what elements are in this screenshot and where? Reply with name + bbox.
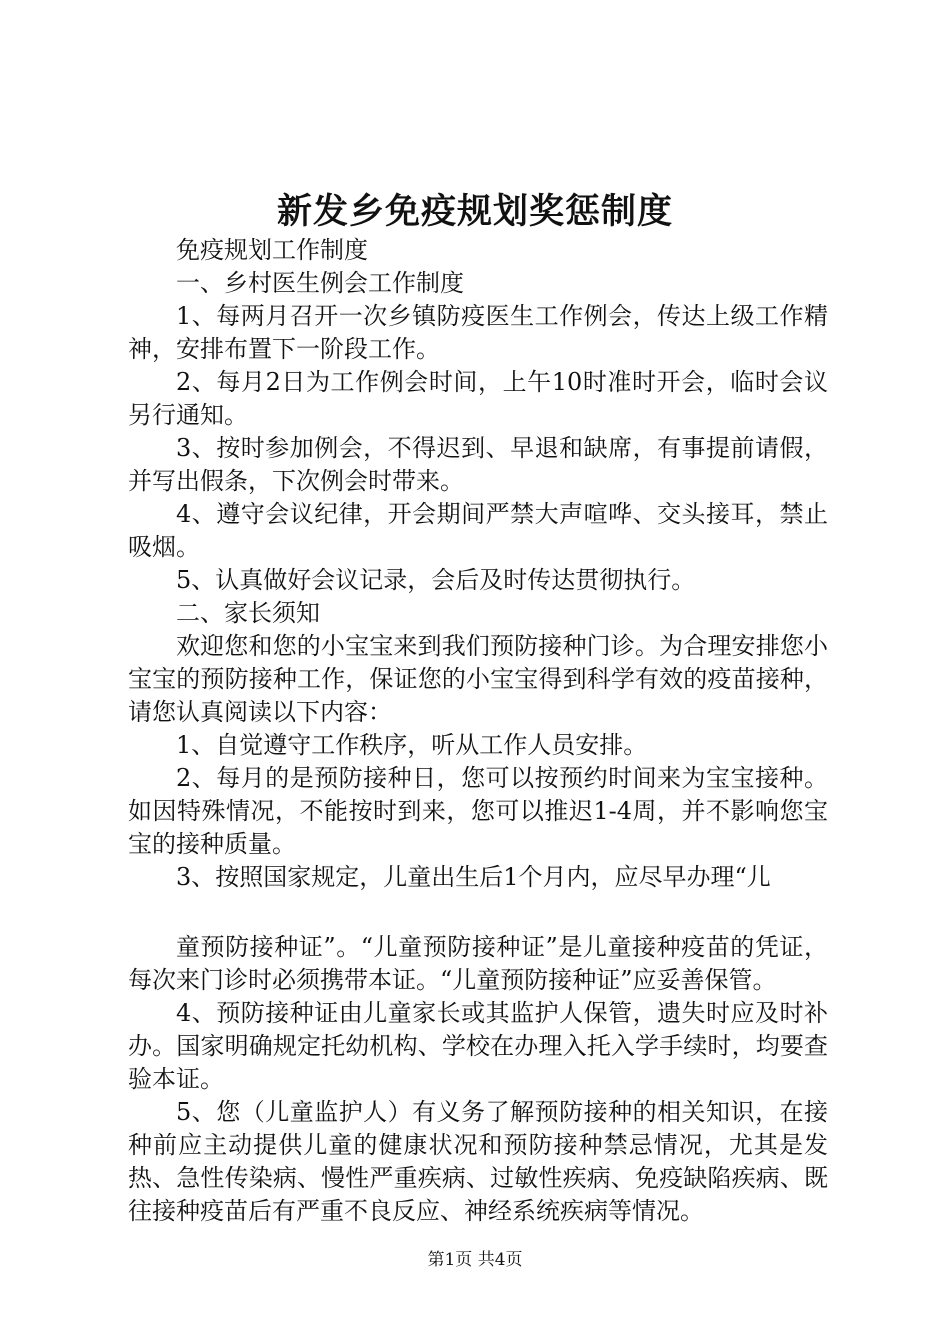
paragraph: 3、按照国家规定，儿童出生后1个月内，应尽早办理“儿 xyxy=(176,863,771,891)
document-title: 新发乡免疫规划奖惩制度 xyxy=(276,191,673,232)
document-body xyxy=(128,234,828,1228)
paragraph: 2、每月2日为工作例会时间，上午10时准时开会，临时会议另行通知。 xyxy=(128,368,828,429)
paragraph: 5、您（儿童监护人）有义务了解预防接种的相关知识，在接种前应主动提供儿童的健康状况和预防接种禁忌情况，尤其是发热、急性传染病、慢性严重疾病、过敏性疾病、免疫缺陷疾病、既往接种疫苗后有严重不良反应、神经系统疾病等情况。 xyxy=(128,1098,828,1225)
paragraph: 童预防接种证”。“儿童预防接种证”是儿童接种疫苗的凭证，每次来门诊时必须携带本证。“儿童预防接种证”应妥善保管。 xyxy=(128,933,828,994)
paragraph: 4、遵守会议纪律，开会期间严禁大声喧哗、交头接耳，禁止吸烟。 xyxy=(128,500,828,561)
paragraph-plan-heading: 免疫规划工作制度 xyxy=(176,236,368,264)
paragraph: 4、预防接种证由儿童家长或其监护人保管，遗失时应及时补办。国家明确规定托幼机构、学校在办理入托入学手续时，均要查验本证。 xyxy=(128,999,828,1093)
page-footer: 第1页 共4页 xyxy=(427,1250,523,1270)
paragraph: 1、每两月召开一次乡镇防疫医生工作例会，传达上级工作精神，安排布置下一阶段工作。 xyxy=(128,302,828,363)
paragraph: 欢迎您和您的小宝宝来到我们预防接种门诊。为合理安排您小宝宝的预防接种工作，保证您的小宝宝得到科学有效的疫苗接种，请您认真阅读以下内容： xyxy=(128,632,828,726)
paragraph: 1、自觉遵守工作秩序，听从工作人员安排。 xyxy=(176,731,648,759)
section-heading-parents: 二、家长须知 xyxy=(176,599,320,627)
paragraph: 3、按时参加例会，不得迟到、早退和缺席，有事提前请假，并写出假条，下次例会时带来。 xyxy=(128,434,828,495)
paragraph: 2、每月的是预防接种日，您可以按预约时间来为宝宝接种。如因特殊情况，不能按时到来，您可以推迟1-4周，并不影响您宝宝的接种质量。 xyxy=(128,764,828,858)
paragraph: 5、认真做好会议记录，会后及时传达贯彻执行。 xyxy=(176,566,696,594)
section-heading-meeting: 一、乡村医生例会工作制度 xyxy=(176,269,464,297)
